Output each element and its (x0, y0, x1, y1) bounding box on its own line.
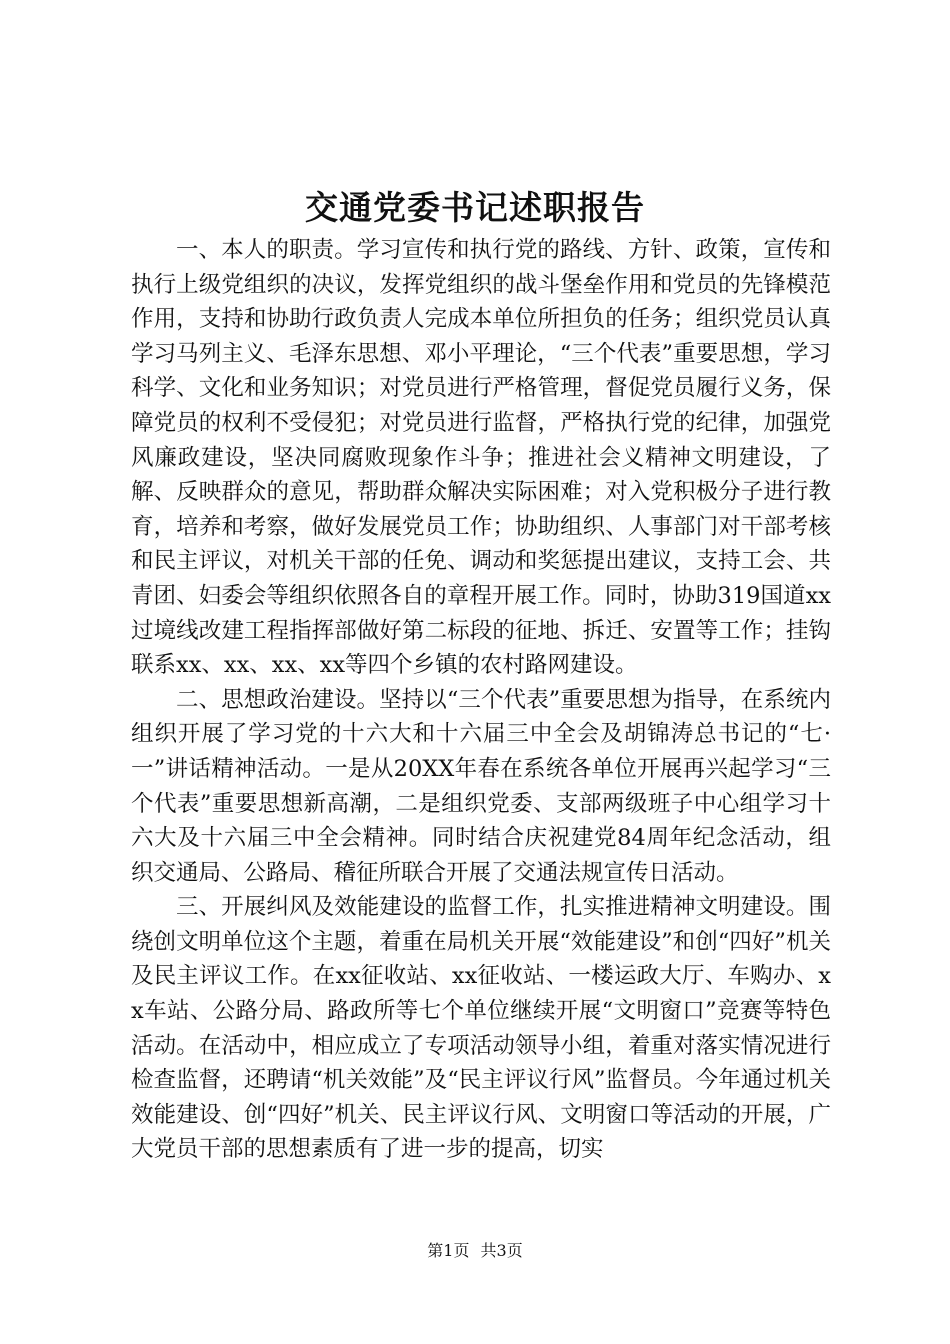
page-number-total: 共3页 (480, 1241, 523, 1260)
page-footer (0, 1240, 950, 1262)
document-body (131, 233, 831, 1167)
document-title: 交通党委书记述职报告 (305, 188, 645, 227)
paragraph-political-building: 二、思想政治建设。坚持以“三个代表”重要思想为指导，在系统内组织开展了学习党的十六大和十六届三中全会及胡锦涛总书记的“七·一”讲话精神活动。一是从20XX年春在系统各单位开展再兴起学习“三个代表”重要思想新高潮，二是组织党委、支部两级班子中心组学习十六大及十六届三中全会精神。同时结合庆祝建党84周年纪念活动，组织交通局、公路局、稽征所联合开展了交通法规宣传日活动。 (131, 686, 831, 886)
paragraph-responsibilities: 一、本人的职责。学习宣传和执行党的路线、方针、政策，宣传和执行上级党组织的决议，发挥党组织的战斗堡垒作用和党员的先锋模范作用，支持和协助行政负责人完成本单位所担负的任务；组织党员认真学习马列主义、毛泽东思想、邓小平理论，“三个代表”重要思想，学习科学、文化和业务知识；对党员进行严格管理，督促党员履行义务，保障党员的权利不受侵犯；对党员进行监督，严格执行党的纪律，加强党风廉政建设，坚决同腐败现象作斗争；推进社会义精神文明建设，了解、反映群众的意见，帮助群众解决实际困难；对入党积极分子进行教育，培养和考察，做好发展党员工作；协助组织、人事部门对干部考核和民主评议，对机关干部的任免、调动和奖惩提出建议，支持工会、共青团、妇委会等组织依照各自的章程开展工作。同时，协助319国道xx过境线改建工程指挥部做好第二标段的征地、拆迁、安置等工作；挂钩联系xx、xx、xx、xx等四个乡镇的农村路网建设。 (131, 237, 831, 679)
page-number-current: 第1页 (427, 1241, 470, 1260)
paragraph-efficiency-supervision: 三、开展纠风及效能建设的监督工作，扎实推进精神文明建设。围绕创文明单位这个主题，着重在局机关开展“效能建设”和创“四好”机关及民主评议工作。在xx征收站、xx征收站、一楼运政大厅、车购办、xx车站、公路分局、路政所等七个单位继续开展“文明窗口”竞赛等特色活动。在活动中，相应成立了专项活动领导小组，着重对落实情况进行检查监督，还聘请“机关效能”及“民主评议行风”监督员。今年通过机关效能建设、创“四好”机关、民主评议行风、文明窗口等活动的开展，广大党员干部的思想素质有了进一步的提高，切实 (131, 894, 831, 1163)
